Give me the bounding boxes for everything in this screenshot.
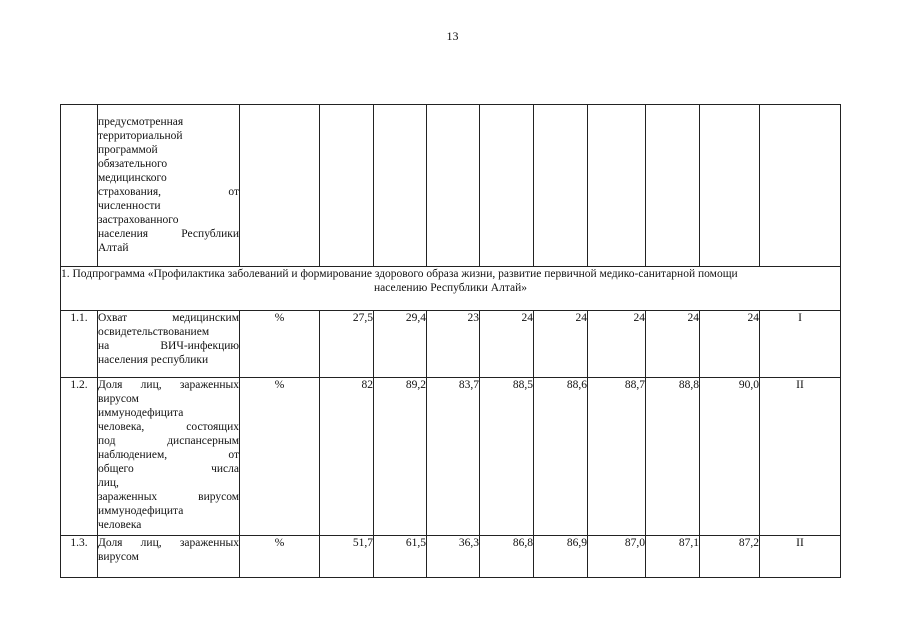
value-cell: 24 xyxy=(700,311,760,378)
desc-line: на ВИЧ-инфекцию xyxy=(98,340,239,352)
value-cell: 90,0 xyxy=(700,378,760,536)
value-cell: 36,3 xyxy=(427,536,480,578)
cell-empty xyxy=(534,105,588,267)
desc-line: человека xyxy=(98,519,142,531)
value-cell: 89,2 xyxy=(374,378,427,536)
desc-line: застрахованного xyxy=(98,214,179,226)
value-cell: 87,0 xyxy=(588,536,646,578)
value-cell: 27,5 xyxy=(320,311,374,378)
unit-cell: % xyxy=(240,536,320,578)
value-cell: 87,2 xyxy=(700,536,760,578)
desc-line: вирусом xyxy=(98,551,139,563)
desc-line: освидетельствованием xyxy=(98,326,210,338)
value-cell: 88,5 xyxy=(480,378,534,536)
row-number: 1.2. xyxy=(61,378,98,536)
category-cell: II xyxy=(760,536,841,578)
desc-line: наблюдением, от xyxy=(98,449,239,461)
continued-description xyxy=(98,105,240,267)
cell-empty xyxy=(61,105,98,267)
row-description xyxy=(98,378,240,536)
cell-empty xyxy=(374,105,427,267)
unit-cell: % xyxy=(240,378,320,536)
cell-empty xyxy=(700,105,760,267)
desc-line: Охват медицинским xyxy=(98,312,239,324)
value-cell: 86,8 xyxy=(480,536,534,578)
value-cell: 83,7 xyxy=(427,378,480,536)
desc-line: предусмотренная xyxy=(98,116,184,128)
desc-line: программой xyxy=(98,144,158,156)
row-number: 1.3. xyxy=(61,536,98,578)
desc-line: зараженных вирусом xyxy=(98,491,239,503)
desc-line: общего числа лиц, xyxy=(98,463,239,489)
table-row xyxy=(61,536,841,578)
value-cell: 51,7 xyxy=(320,536,374,578)
row-description xyxy=(98,311,240,378)
cell-empty xyxy=(240,105,320,267)
desc-line: территориальной xyxy=(98,130,183,142)
table-row xyxy=(61,311,841,378)
value-cell: 61,5 xyxy=(374,536,427,578)
desc-line: населения республики xyxy=(98,354,209,366)
value-cell: 24 xyxy=(534,311,588,378)
row-description xyxy=(98,536,240,578)
desc-line: иммунодефицита xyxy=(98,505,184,517)
category-cell: I xyxy=(760,311,841,378)
indicator-table xyxy=(60,104,841,578)
value-cell: 82 xyxy=(320,378,374,536)
subprogram-row xyxy=(61,267,841,311)
subprogram-title xyxy=(61,267,841,311)
desc-line: обязательного xyxy=(98,158,168,170)
cell-empty xyxy=(480,105,534,267)
page-number: 13 xyxy=(446,29,459,43)
desc-line: иммунодефицита xyxy=(98,407,184,419)
cell-empty xyxy=(427,105,480,267)
desc-line: под диспансерным xyxy=(98,435,239,447)
table-row xyxy=(61,378,841,536)
cell-empty xyxy=(320,105,374,267)
desc-line: населения Республики xyxy=(98,228,239,240)
value-cell: 88,8 xyxy=(646,378,700,536)
desc-line: Доля лиц, зараженных xyxy=(98,379,239,391)
desc-line: страхования, от xyxy=(98,186,239,198)
row-number: 1.1. xyxy=(61,311,98,378)
cell-empty xyxy=(646,105,700,267)
value-cell: 87,1 xyxy=(646,536,700,578)
value-cell: 88,7 xyxy=(588,378,646,536)
cell-empty xyxy=(760,105,841,267)
subprogram-line: 1. Подпрограмма «Профилактика заболеваний и формирование здорового образа жизни, развитие первичной медико-санитарной помощи xyxy=(61,268,738,280)
desc-line: численности xyxy=(98,200,161,212)
desc-line: Алтай xyxy=(98,242,129,254)
unit-cell: % xyxy=(240,311,320,378)
continued-row xyxy=(61,105,841,267)
desc-line: Доля лиц, зараженных xyxy=(98,537,239,549)
desc-line: медицинского xyxy=(98,172,167,184)
value-cell: 24 xyxy=(480,311,534,378)
cell-empty xyxy=(588,105,646,267)
desc-line: человека, состоящих xyxy=(98,421,239,433)
value-cell: 24 xyxy=(646,311,700,378)
value-cell: 23 xyxy=(427,311,480,378)
value-cell: 88,6 xyxy=(534,378,588,536)
category-cell: II xyxy=(760,378,841,536)
value-cell: 29,4 xyxy=(374,311,427,378)
value-cell: 24 xyxy=(588,311,646,378)
desc-line: вирусом xyxy=(98,393,139,405)
value-cell: 86,9 xyxy=(534,536,588,578)
subprogram-line: населению Республики Алтай» xyxy=(373,282,527,294)
